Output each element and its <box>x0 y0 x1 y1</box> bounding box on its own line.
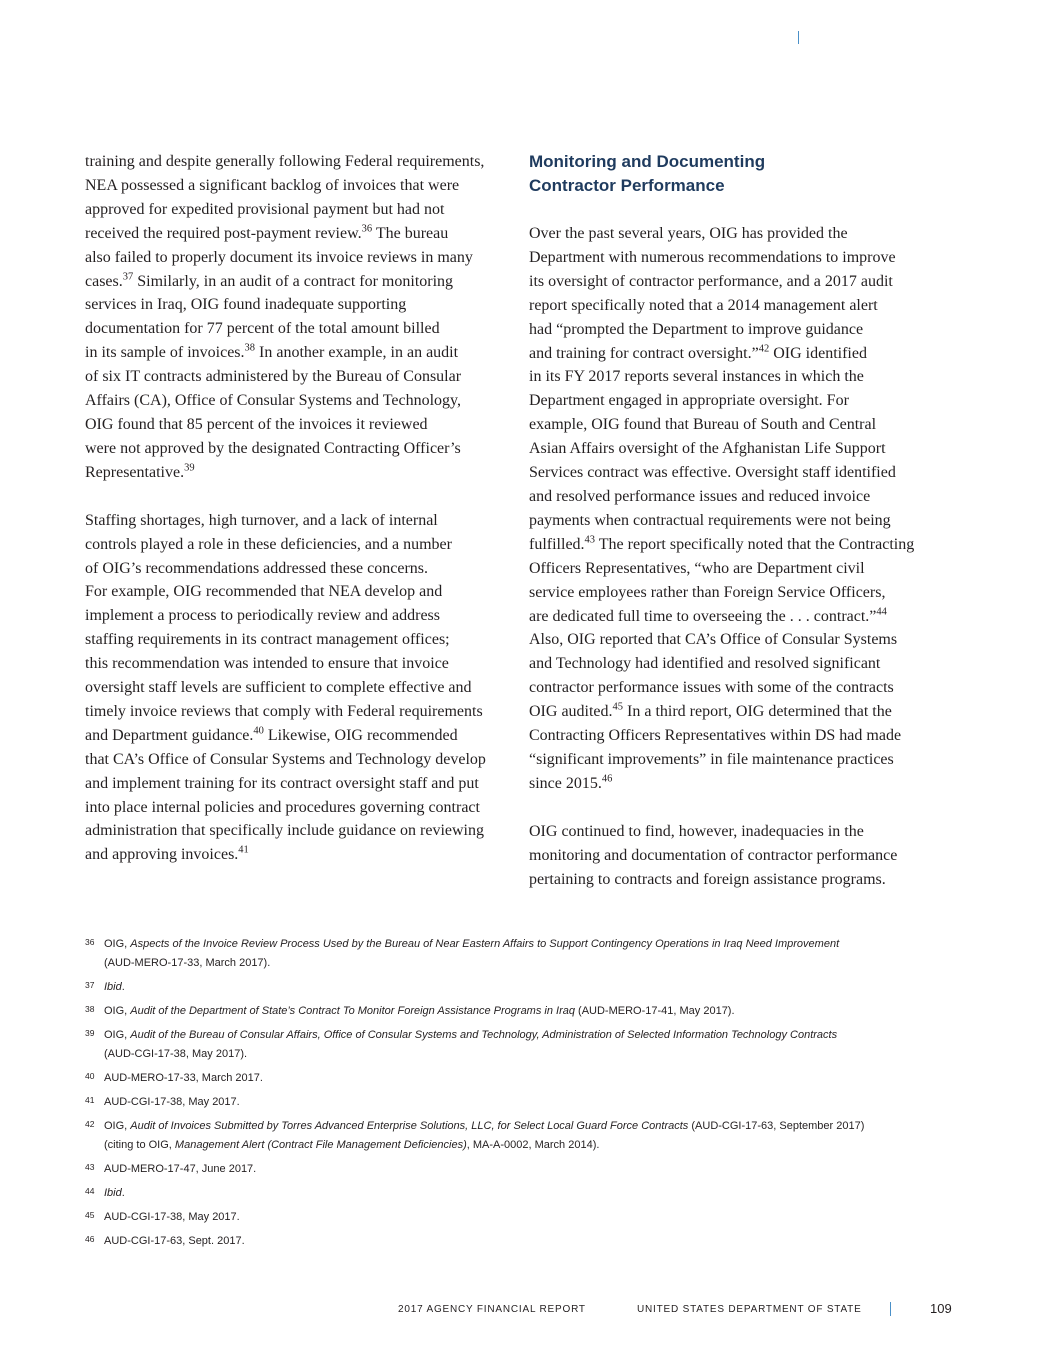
text-line <box>85 819 505 843</box>
footnote-ref: 44 <box>876 606 887 617</box>
text-line <box>529 294 951 318</box>
text-run: OIG audited. <box>529 703 613 721</box>
text-run: OIG found that 85 percent of the invoices it reviewed <box>85 415 428 433</box>
text-run: of six IT contracts administered by the Bureau of Consular <box>85 368 462 386</box>
text-line <box>85 604 505 628</box>
text-line <box>85 413 505 437</box>
footnote-ref: 39 <box>184 462 195 474</box>
text-run: Officers Representatives, “who are Department civil <box>529 559 865 577</box>
footnote-text <box>104 1069 965 1088</box>
citation-title: Ibid <box>104 1187 122 1199</box>
text-run: Asian Affairs oversight of the Afghanistan Life Support <box>529 440 886 458</box>
text-run: since 2015. <box>529 774 602 792</box>
citation-title: Aspects of the Invoice Review Process Used by the Bureau of Near Eastern Affairs to Support Contingency Operations in Iraq Need Improvement <box>130 938 840 950</box>
text-line <box>529 772 951 796</box>
footnote-ref: 43 <box>584 534 596 546</box>
footnote-number: 43 <box>85 1162 95 1172</box>
footnote-number: 42 <box>85 1119 95 1129</box>
text-run: Affairs (CA), Office of Consular Systems and Technology, <box>85 392 461 410</box>
text-run: Likewise, OIG recommended <box>263 726 458 744</box>
text-run: of OIG’s recommendations addressed these concerns. <box>85 559 428 577</box>
text-run: received the required post-payment review. <box>85 224 362 242</box>
text-run: services in Iraq, OIG found inadequate supporting <box>85 296 407 314</box>
section-heading-line: Contractor Performance <box>529 176 725 195</box>
footnote-line <box>104 1093 965 1112</box>
text-run: AUD-CGI-17-38, May 2017. <box>104 1211 240 1223</box>
text-run: staffing requirements in its contract management offices; <box>85 631 450 649</box>
text-line <box>85 341 505 365</box>
text-run: Representative. <box>85 463 185 481</box>
text-run: documentation for 77 percent of the total amount billed <box>85 320 440 338</box>
text-line <box>529 700 951 724</box>
text-line <box>85 222 505 246</box>
text-run: The bureau <box>372 224 449 242</box>
footnote-text <box>104 1208 965 1227</box>
section-heading-line: Monitoring and Documenting <box>529 152 766 171</box>
text-run: (AUD-CGI-17-63, September 2017) <box>688 1120 865 1132</box>
text-run: NEA possessed a significant backlog of invoices that were <box>85 176 460 194</box>
footnote-line <box>104 935 965 954</box>
text-run: pertaining to contracts and foreign assistance programs. <box>529 870 886 888</box>
footer-divider <box>890 1302 891 1316</box>
text-line <box>529 413 951 437</box>
footnote-number: 38 <box>85 1004 95 1014</box>
footnote-ref: 37 <box>122 271 134 283</box>
text-run: controls played a role in these deficiencies, and a number <box>85 535 452 553</box>
text-run: “significant improvements” in file maintenance practices <box>529 750 894 768</box>
footnote-number: 37 <box>85 980 95 990</box>
page-number: 109 <box>930 1301 952 1316</box>
text-run: OIG, <box>104 1005 131 1017</box>
text-run: oversight staff levels are sufficient to complete effective and <box>85 679 472 697</box>
text-line <box>529 485 951 509</box>
text-run: Over the past several years, OIG has provided the <box>529 225 848 242</box>
text-line <box>529 676 951 700</box>
footnote-ref: 41 <box>238 844 249 856</box>
text-line <box>529 652 951 676</box>
text-line <box>85 580 505 604</box>
footnote <box>85 1117 965 1155</box>
text-line <box>529 557 951 581</box>
footnote-text <box>104 1026 965 1064</box>
text-line <box>529 389 951 413</box>
footnote-line <box>104 1160 965 1179</box>
footnote-line <box>104 1045 965 1064</box>
text-run: For example, OIG recommended that NEA develop and <box>85 583 443 601</box>
footnote <box>85 1160 965 1179</box>
citation-title: Audit of Invoices Submitted by Torres Advanced Enterprise Solutions, LLC, for Select Local Guard Force Contracts <box>130 1120 689 1132</box>
citation-title: Ibid <box>104 981 122 993</box>
text-run: Department engaged in appropriate oversight. For <box>529 392 849 410</box>
footnote <box>85 978 965 997</box>
text-line <box>529 246 951 270</box>
text-line <box>85 389 505 413</box>
footnote <box>85 935 965 973</box>
text-run: and approving invoices. <box>85 846 239 864</box>
footnote-text <box>104 1184 965 1203</box>
text-line <box>529 844 951 868</box>
text-line <box>529 581 951 605</box>
text-line <box>85 198 505 222</box>
text-run: Contracting Officers Representatives within DS had made <box>529 727 902 745</box>
footnote-ref: 38 <box>244 342 256 354</box>
footnote-number: 46 <box>85 1234 95 1244</box>
text-line <box>85 700 505 724</box>
footnote-text <box>104 978 965 997</box>
text-run: . <box>121 1187 125 1199</box>
text-line <box>529 437 951 461</box>
page-footer <box>0 1300 1043 1320</box>
footnote <box>85 1232 965 1251</box>
footnote-ref: 42 <box>758 343 770 355</box>
text-run: implement a process to periodically review and address <box>85 607 440 625</box>
section-heading <box>529 150 951 198</box>
text-run: this recommendation was intended to ensure that invoice <box>85 655 449 673</box>
footnote-line <box>104 1184 965 1203</box>
footnote-text <box>104 1232 965 1251</box>
text-line <box>85 843 505 867</box>
text-line <box>85 174 505 198</box>
text-run: had “prompted the Department to improve guidance <box>529 320 864 338</box>
text-run: administration that specifically include guidance on reviewing <box>85 822 484 840</box>
text-run: OIG, <box>104 938 131 950</box>
text-line <box>85 317 505 341</box>
footnote-line <box>104 954 965 973</box>
text-line <box>85 676 505 700</box>
footnote <box>85 1069 965 1088</box>
right-paragraphs <box>529 222 951 891</box>
text-line <box>529 318 951 342</box>
text-run: OIG continued to find, however, inadequacies in the <box>529 822 864 840</box>
text-run: Department with numerous recommendations to improve <box>529 248 896 266</box>
footnote-ref: 36 <box>361 223 373 235</box>
text-run: into place internal policies and procedures governing contract <box>85 798 480 816</box>
text-line <box>529 533 951 557</box>
footnote-number: 39 <box>85 1028 95 1038</box>
footnote-line <box>104 1136 965 1155</box>
footnote-line <box>104 1117 965 1136</box>
text-line <box>85 772 505 796</box>
citation-title: Audit of the Bureau of Consular Affairs, Office of Consular Systems and Technology, Administration of Selected Information Technology Contracts <box>130 1029 838 1041</box>
text-line <box>85 437 505 461</box>
footer-department: UNITED STATES DEPARTMENT OF STATE <box>637 1304 862 1315</box>
text-run: Staffing shortages, high turnover, and a lack of internal <box>85 511 438 529</box>
footnote-number: 44 <box>85 1186 95 1196</box>
text-run: training and despite generally following Federal requirements, <box>85 153 485 170</box>
footnote-line <box>104 1232 965 1251</box>
text-line <box>85 557 505 581</box>
text-line <box>85 652 505 676</box>
footnote-ref: 40 <box>253 725 264 737</box>
footnote <box>85 1002 965 1021</box>
text-line <box>85 748 505 772</box>
text-run: OIG identified <box>769 344 867 362</box>
text-line <box>529 270 951 294</box>
text-run: monitoring and documentation of contractor performance <box>529 846 898 864</box>
text-run: in its FY 2017 reports several instances in which the <box>529 368 864 386</box>
footnote-text <box>104 1160 965 1179</box>
text-line <box>85 150 505 174</box>
text-run: OIG, <box>104 1120 131 1132</box>
citation-title: Management Alert (Contract File Management Deficiencies) <box>174 1139 467 1151</box>
text-line <box>529 868 951 892</box>
text-line <box>85 796 505 820</box>
text-run: and training for contract oversight.” <box>529 344 759 362</box>
text-run: and Technology had identified and resolved significant <box>529 655 881 673</box>
footnote-line <box>104 1069 965 1088</box>
footnote-line <box>104 1002 965 1021</box>
footnote <box>85 1184 965 1203</box>
footnote-line <box>104 1208 965 1227</box>
text-run: timely invoice reviews that comply with Federal requirements <box>85 702 483 720</box>
footnote-text <box>104 1093 965 1112</box>
text-run: were not approved by the designated Contracting Officer’s <box>85 439 461 457</box>
body-paragraph <box>529 820 951 892</box>
text-run: (AUD-MERO-17-33, March 2017). <box>104 957 271 969</box>
citation-title: Audit of the Department of State’s Contract To Monitor Foreign Assistance Programs in Iraq <box>130 1005 575 1017</box>
left-column <box>85 150 505 867</box>
text-line <box>529 605 951 629</box>
text-line <box>85 724 505 748</box>
text-run: Also, OIG reported that CA’s Office of Consular Systems <box>529 631 898 649</box>
text-run: and resolved performance issues and reduced invoice <box>529 487 871 505</box>
text-line <box>529 342 951 366</box>
text-run: (citing to OIG, <box>104 1139 175 1151</box>
text-run: OIG, <box>104 1029 131 1041</box>
footnote <box>85 1026 965 1064</box>
text-run: AUD-MERO-17-47, June 2017. <box>104 1163 257 1175</box>
text-run: and implement training for its contract oversight staff and put <box>85 774 479 792</box>
text-run: service employees rather than Foreign Service Officers, <box>529 583 886 601</box>
text-run: AUD-MERO-17-33, March 2017. <box>104 1072 263 1084</box>
text-run: report specifically noted that a 2014 management alert <box>529 296 878 314</box>
text-line <box>85 628 505 652</box>
text-line <box>85 293 505 317</box>
footnote-line <box>104 978 965 997</box>
footnote-text <box>104 1117 965 1155</box>
footnote-line <box>104 1026 965 1045</box>
text-line <box>529 820 951 844</box>
footnote <box>85 1208 965 1227</box>
text-run: Services contract was effective. Oversight staff identified <box>529 464 896 482</box>
text-line <box>529 724 951 748</box>
right-column <box>529 150 951 891</box>
text-line <box>529 748 951 772</box>
body-paragraph <box>85 150 505 485</box>
text-run: in its sample of invoices. <box>85 344 245 362</box>
text-run: cases. <box>85 272 123 290</box>
footnote-number: 36 <box>85 937 95 947</box>
footnote-number: 45 <box>85 1210 95 1220</box>
text-line <box>529 461 951 485</box>
body-paragraph <box>529 222 951 796</box>
body-paragraph <box>85 509 505 868</box>
text-run: also failed to properly document its invoice reviews in many <box>85 248 473 266</box>
text-run: . <box>121 981 125 993</box>
text-line <box>529 509 951 533</box>
text-run: (AUD-CGI-17-38, May 2017). <box>104 1048 248 1060</box>
text-run: (AUD-MERO-17-41, May 2017). <box>574 1005 735 1017</box>
text-run: fulfilled. <box>529 535 585 553</box>
footnote-text <box>104 935 965 973</box>
text-run: that CA’s Office of Consular Systems and Technology develop <box>85 750 486 768</box>
footnote-number: 40 <box>85 1071 95 1081</box>
footer-report-title: 2017 AGENCY FINANCIAL REPORT <box>398 1304 586 1315</box>
text-run: are dedicated full time to overseeing the . . . contract.” <box>529 607 877 625</box>
text-run: AUD-CGI-17-63, Sept. 2017. <box>104 1235 245 1247</box>
text-line <box>85 533 505 557</box>
footnote-ref: 45 <box>612 701 624 713</box>
text-line <box>85 270 505 294</box>
footnote <box>85 1093 965 1112</box>
footnote-text <box>104 1002 965 1021</box>
text-line <box>529 365 951 389</box>
header-divider <box>798 31 799 44</box>
text-run: In a third report, OIG determined that the <box>623 703 892 721</box>
text-run: AUD-CGI-17-38, May 2017. <box>104 1096 240 1108</box>
text-run: The report specifically noted that the Contracting <box>595 535 915 553</box>
text-run: example, OIG found that Bureau of South and Central <box>529 416 877 434</box>
text-line <box>529 222 951 246</box>
text-line <box>85 461 505 485</box>
footnotes <box>85 935 965 1256</box>
text-run: its oversight of contractor performance, and a 2017 audit <box>529 272 893 290</box>
text-run: payments when contractual requirements were not being <box>529 511 891 529</box>
footnote-number: 41 <box>85 1095 95 1105</box>
text-run: approved for expedited provisional payment but had not <box>85 200 445 218</box>
text-run: and Department guidance. <box>85 726 254 744</box>
text-run: contractor performance issues with some of the contracts <box>529 679 894 697</box>
text-line <box>85 365 505 389</box>
text-line <box>529 628 951 652</box>
text-line <box>85 509 505 533</box>
text-run: In another example, in an audit <box>255 344 459 362</box>
footnote-ref: 46 <box>601 773 613 785</box>
text-line <box>85 246 505 270</box>
text-run: Similarly, in an audit of a contract for monitoring <box>133 272 454 290</box>
text-run: , MA-A-0002, March 2014). <box>466 1139 600 1151</box>
